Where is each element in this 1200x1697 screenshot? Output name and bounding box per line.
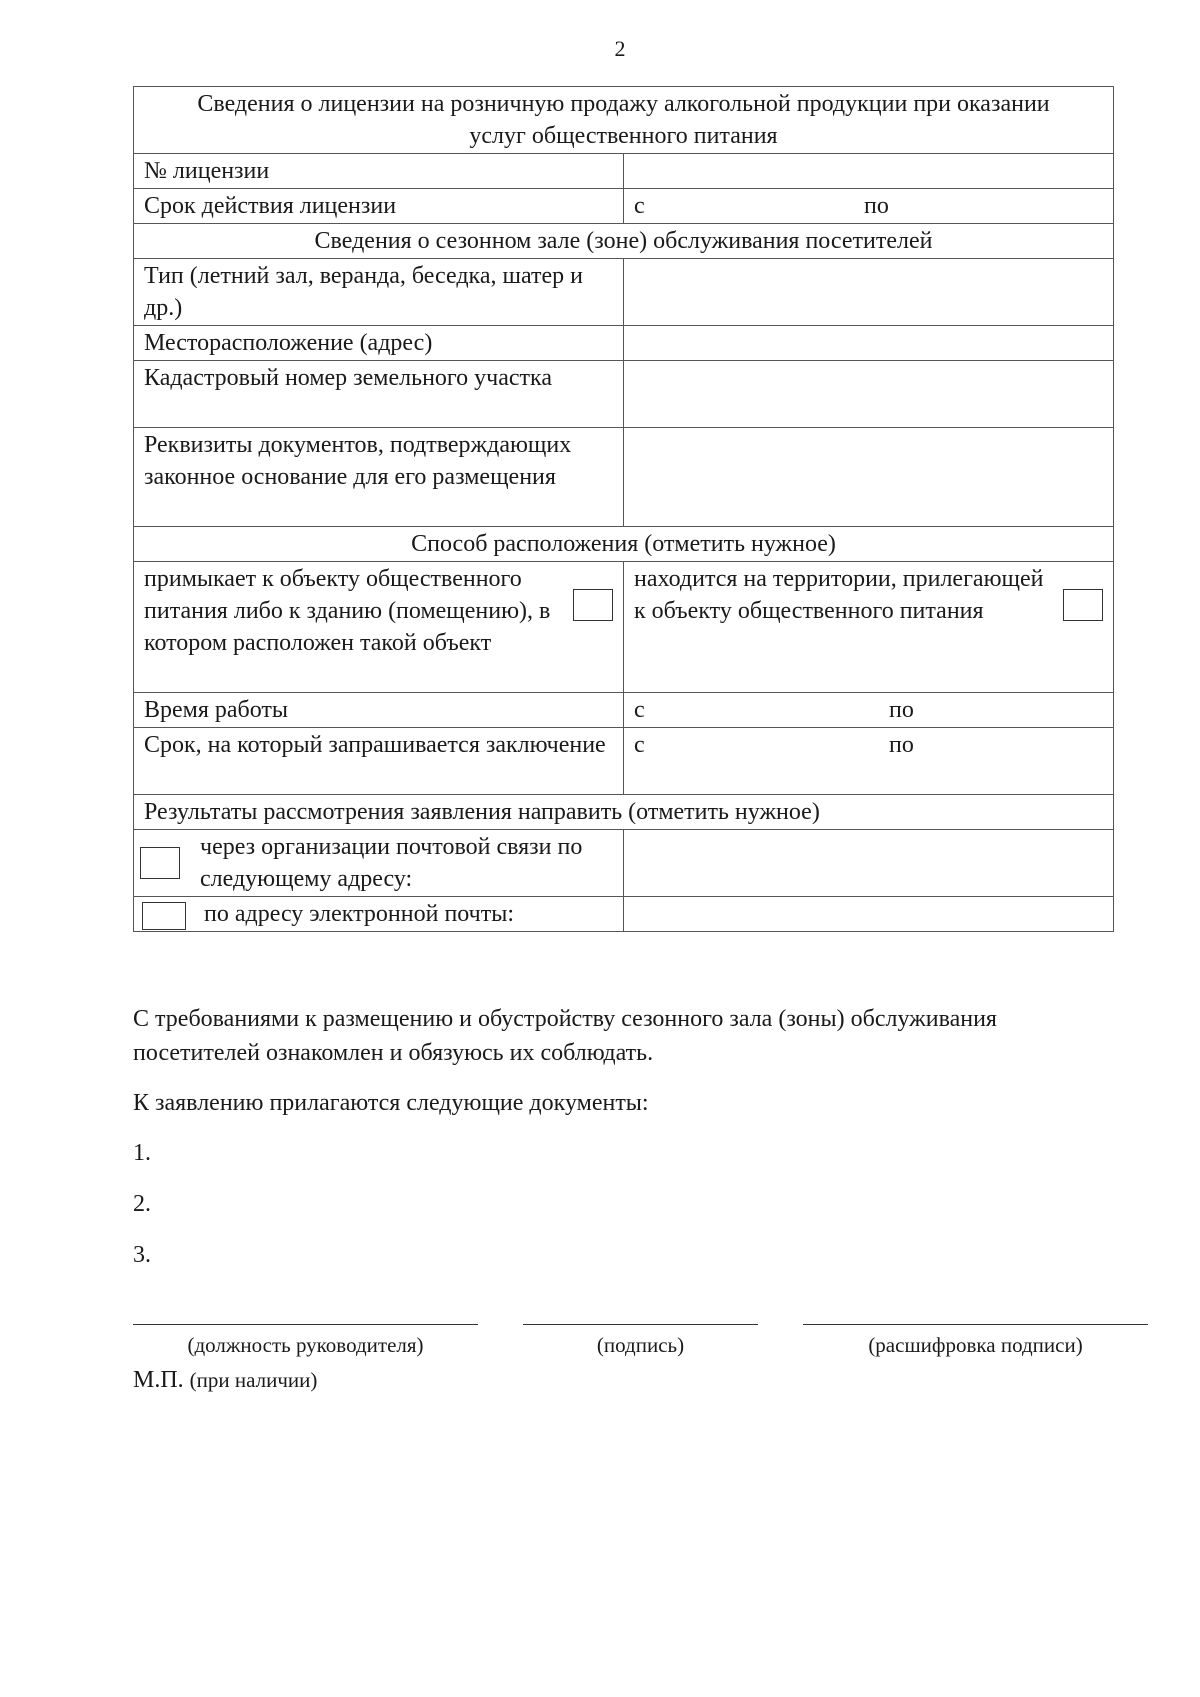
results-post-row [134, 830, 1114, 897]
license-from-label: с [634, 193, 645, 219]
attachments-intro: К заявлению прилагаются следующие документы: [133, 1090, 649, 1116]
results-post-address-field[interactable] [624, 830, 1114, 897]
signature-caption: (подпись) [596, 1333, 685, 1357]
term-field[interactable] [624, 728, 1114, 795]
results-email-row [134, 897, 1114, 932]
term-to-label: по [889, 732, 914, 758]
results-email-checkbox[interactable] [142, 902, 186, 930]
license-validity-label: Срок действия лицензии [134, 189, 624, 224]
results-email-label: по адресу электронной почты: [204, 901, 515, 927]
decoding-signature-line[interactable] [803, 1324, 1148, 1325]
hours-row [134, 693, 1114, 728]
attachment-item-2: 2. [133, 1191, 151, 1217]
hall-location-row [134, 326, 1114, 361]
hall-type-field[interactable] [624, 259, 1114, 326]
term-label: Срок, на который запрашивается заключение [134, 728, 624, 795]
results-post-checkbox[interactable] [140, 847, 180, 879]
placement-header: Способ расположения (отметить нужное) [134, 527, 1114, 562]
term-from-label: с [634, 732, 645, 758]
license-validity-row [134, 189, 1114, 224]
term-row [134, 728, 1114, 795]
license-header-row [134, 87, 1114, 154]
attachment-item-1: 1. [133, 1140, 151, 1166]
hours-label: Время работы [134, 693, 624, 728]
placement-option-territory-cell [624, 562, 1114, 693]
hall-documents-row [134, 428, 1114, 527]
results-email-cell [134, 897, 624, 932]
hall-type-row [134, 259, 1114, 326]
hall-type-label: Тип (летний зал, веранда, беседка, шатер и др.) [134, 259, 624, 326]
license-number-label: № лицензии [134, 154, 624, 189]
placement-options-row [134, 562, 1114, 693]
license-validity-field[interactable] [624, 189, 1114, 224]
license-number-field[interactable] [624, 154, 1114, 189]
agreement-text: С требованиями к размещению и обустройству сезонного зала (зоны) обслуживания посетителей ознакомлен и обязуюсь их соблюдать. [133, 1006, 997, 1066]
results-header-row [134, 795, 1114, 830]
hall-cadastral-label: Кадастровый номер земельного участка [134, 361, 624, 428]
placement-option-adjacent-label: примыкает к объекту общественного питания либо к зданию (помещению), в котором расположен такой объект [144, 566, 551, 656]
results-post-label: через организации почтовой связи по следующему адресу: [200, 834, 583, 892]
hours-to-label: по [889, 697, 914, 723]
position-signature-line[interactable] [133, 1324, 478, 1325]
placement-option-territory-label: находится на территории, прилегающей к объекту общественного питания [634, 566, 1044, 624]
signature-line[interactable] [523, 1324, 758, 1325]
stamp-note: (при наличии) [189, 1368, 318, 1392]
hall-location-field[interactable] [624, 326, 1114, 361]
placement-header-row [134, 527, 1114, 562]
hours-field[interactable] [624, 693, 1114, 728]
results-header: Результаты рассмотрения заявления направить (отметить нужное) [134, 795, 1114, 830]
hours-from-label: с [634, 697, 645, 723]
hall-cadastral-row [134, 361, 1114, 428]
attachment-item-3: 3. [133, 1242, 151, 1268]
hall-cadastral-field[interactable] [624, 361, 1114, 428]
page-number: 2 [614, 36, 626, 61]
hall-header-row [134, 224, 1114, 259]
results-post-cell [134, 830, 624, 897]
application-form-table [133, 86, 1114, 932]
stamp-label: М.П. [133, 1367, 184, 1393]
results-email-field[interactable] [624, 897, 1114, 932]
license-header: Сведения о лицензии на розничную продажу алкогольной продукции при оказании услуг общественного питания [134, 87, 1114, 154]
placement-adjacent-checkbox[interactable] [573, 589, 613, 621]
placement-territory-checkbox[interactable] [1063, 589, 1103, 621]
license-to-label: по [864, 193, 889, 219]
decoding-caption: (расшифровка подписи) [868, 1333, 1083, 1357]
hall-location-label: Месторасположение (адрес) [134, 326, 624, 361]
position-caption: (должность руководителя) [187, 1333, 424, 1357]
hall-documents-label: Реквизиты документов, подтверждающих законное основание для его размещения [134, 428, 624, 527]
hall-documents-field[interactable] [624, 428, 1114, 527]
license-number-row [134, 154, 1114, 189]
stamp-place [133, 1367, 317, 1394]
placement-option-adjacent-cell [134, 562, 624, 693]
hall-header: Сведения о сезонном зале (зоне) обслуживания посетителей [134, 224, 1114, 259]
